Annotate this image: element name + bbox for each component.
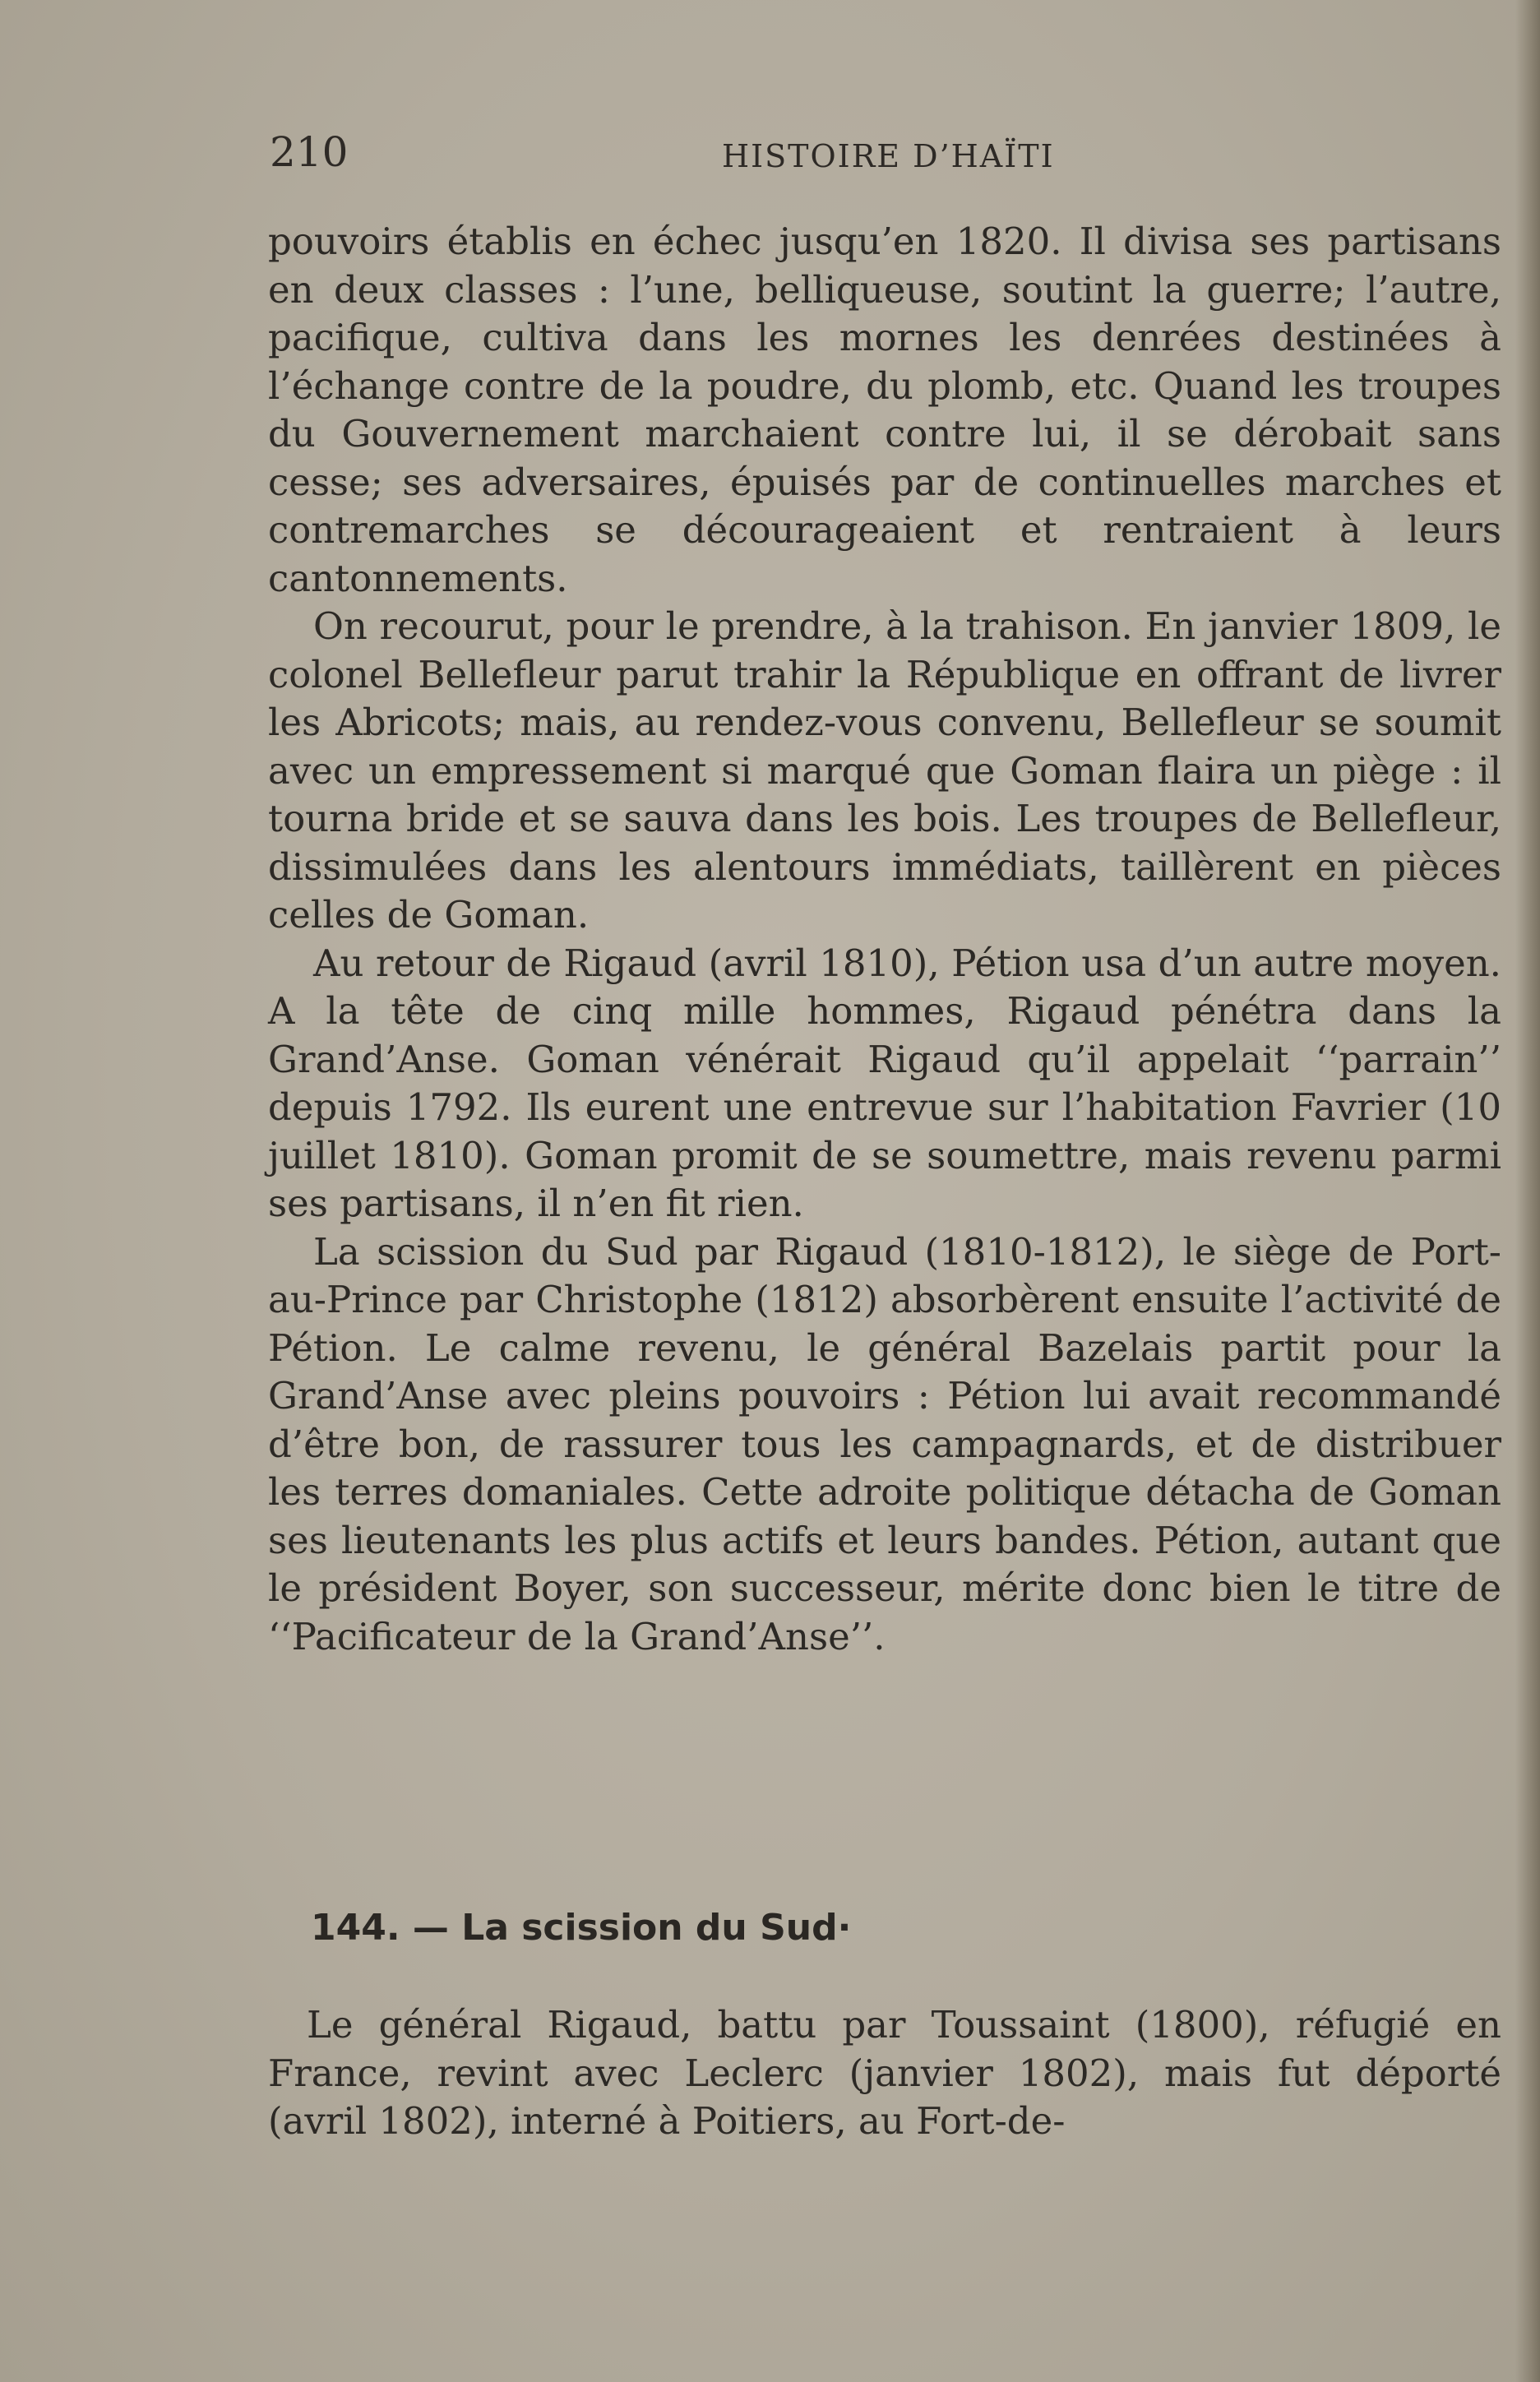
section-paragraph: Le général Rigaud, battu par Toussaint (1800), réfugié en France, revint avec Leclerc (janvier 1802), mais fut déporté (avril 1802), interné à Poitiers, au Fort-de- [268,2003,1501,2143]
page-number: 210 [270,128,349,176]
section-heading: 144. — La scission du Sud· [311,1907,852,1949]
paragraph-2: On recourut, pour le prendre, à la trahison. En janvier 1809, le colonel Bellefleur parut trahir la République en offrant de livrer les Abricots; mais, au rendez-vous convenu, Bellefleur se soumit avec un empressement si marqué que Goman flaira un piège : il tourna bride et se sauva dans les bois. Les troupes de Bellefleur, dissimulées dans les alentours immédiats, taillèrent en pièces celles de Goman. [268,604,1501,937]
section-text [268,2001,1501,2146]
running-title: HISTOIRE D’HAÏTI [722,138,1055,174]
paragraph-4: La scission du Sud par Rigaud (1810-1812), le siège de Port-au-Prince par Christophe (1812) absorbèrent ensuite l’activité de Pétion. Le calme revenu, le général Bazelais partit pour la Grand’Anse avec pleins pouvoirs : Pétion lui avait recommandé d’être bon, de rassurer tous les campagnards, et de distribuer les terres domaniales. Cette adroite politique détacha de Goman ses lieutenants les plus actifs et leurs bandes. Pétion, autant que le président Boyer, son successeur, mérite donc bien le titre de ‘‘Pacificateur de la Grand’Anse’’. [268,1229,1501,1658]
paragraph-3: Au retour de Rigaud (avril 1810), Pétion usa d’un autre moyen. A la tête de cinq mille hommes, Rigaud pénétra dans la Grand’Anse. Goman vénérait Rigaud qu’il appelait ‘‘parrain’’ depuis 1792. Ils eurent une entrevue sur l’habitation Favrier (10 juillet 1810). Goman promit de se soumettre, mais revenu parmi ses partisans, il n’en fit rien. [268,941,1501,1225]
paragraph-1: pouvoirs établis en échec jusqu’en 1820. Il divisa ses partisans en deux classes : l’une, belliqueuse, soutint la guerre; l’autre, pacifique, cultiva dans les mornes les denrées destinées à l’échange contre de la poudre, du plomb, etc. Quand les troupes du Gouvernement marchaient contre lui, il se dérobait sans cesse; ses adversaires, épuisés par de continuelles marches et contremarches se décourageaient et rentraient à leurs cantonnements. [268,220,1501,600]
page-edge-shadow [1515,0,1540,2382]
main-text [268,218,1501,1661]
page-header [270,123,1503,181]
